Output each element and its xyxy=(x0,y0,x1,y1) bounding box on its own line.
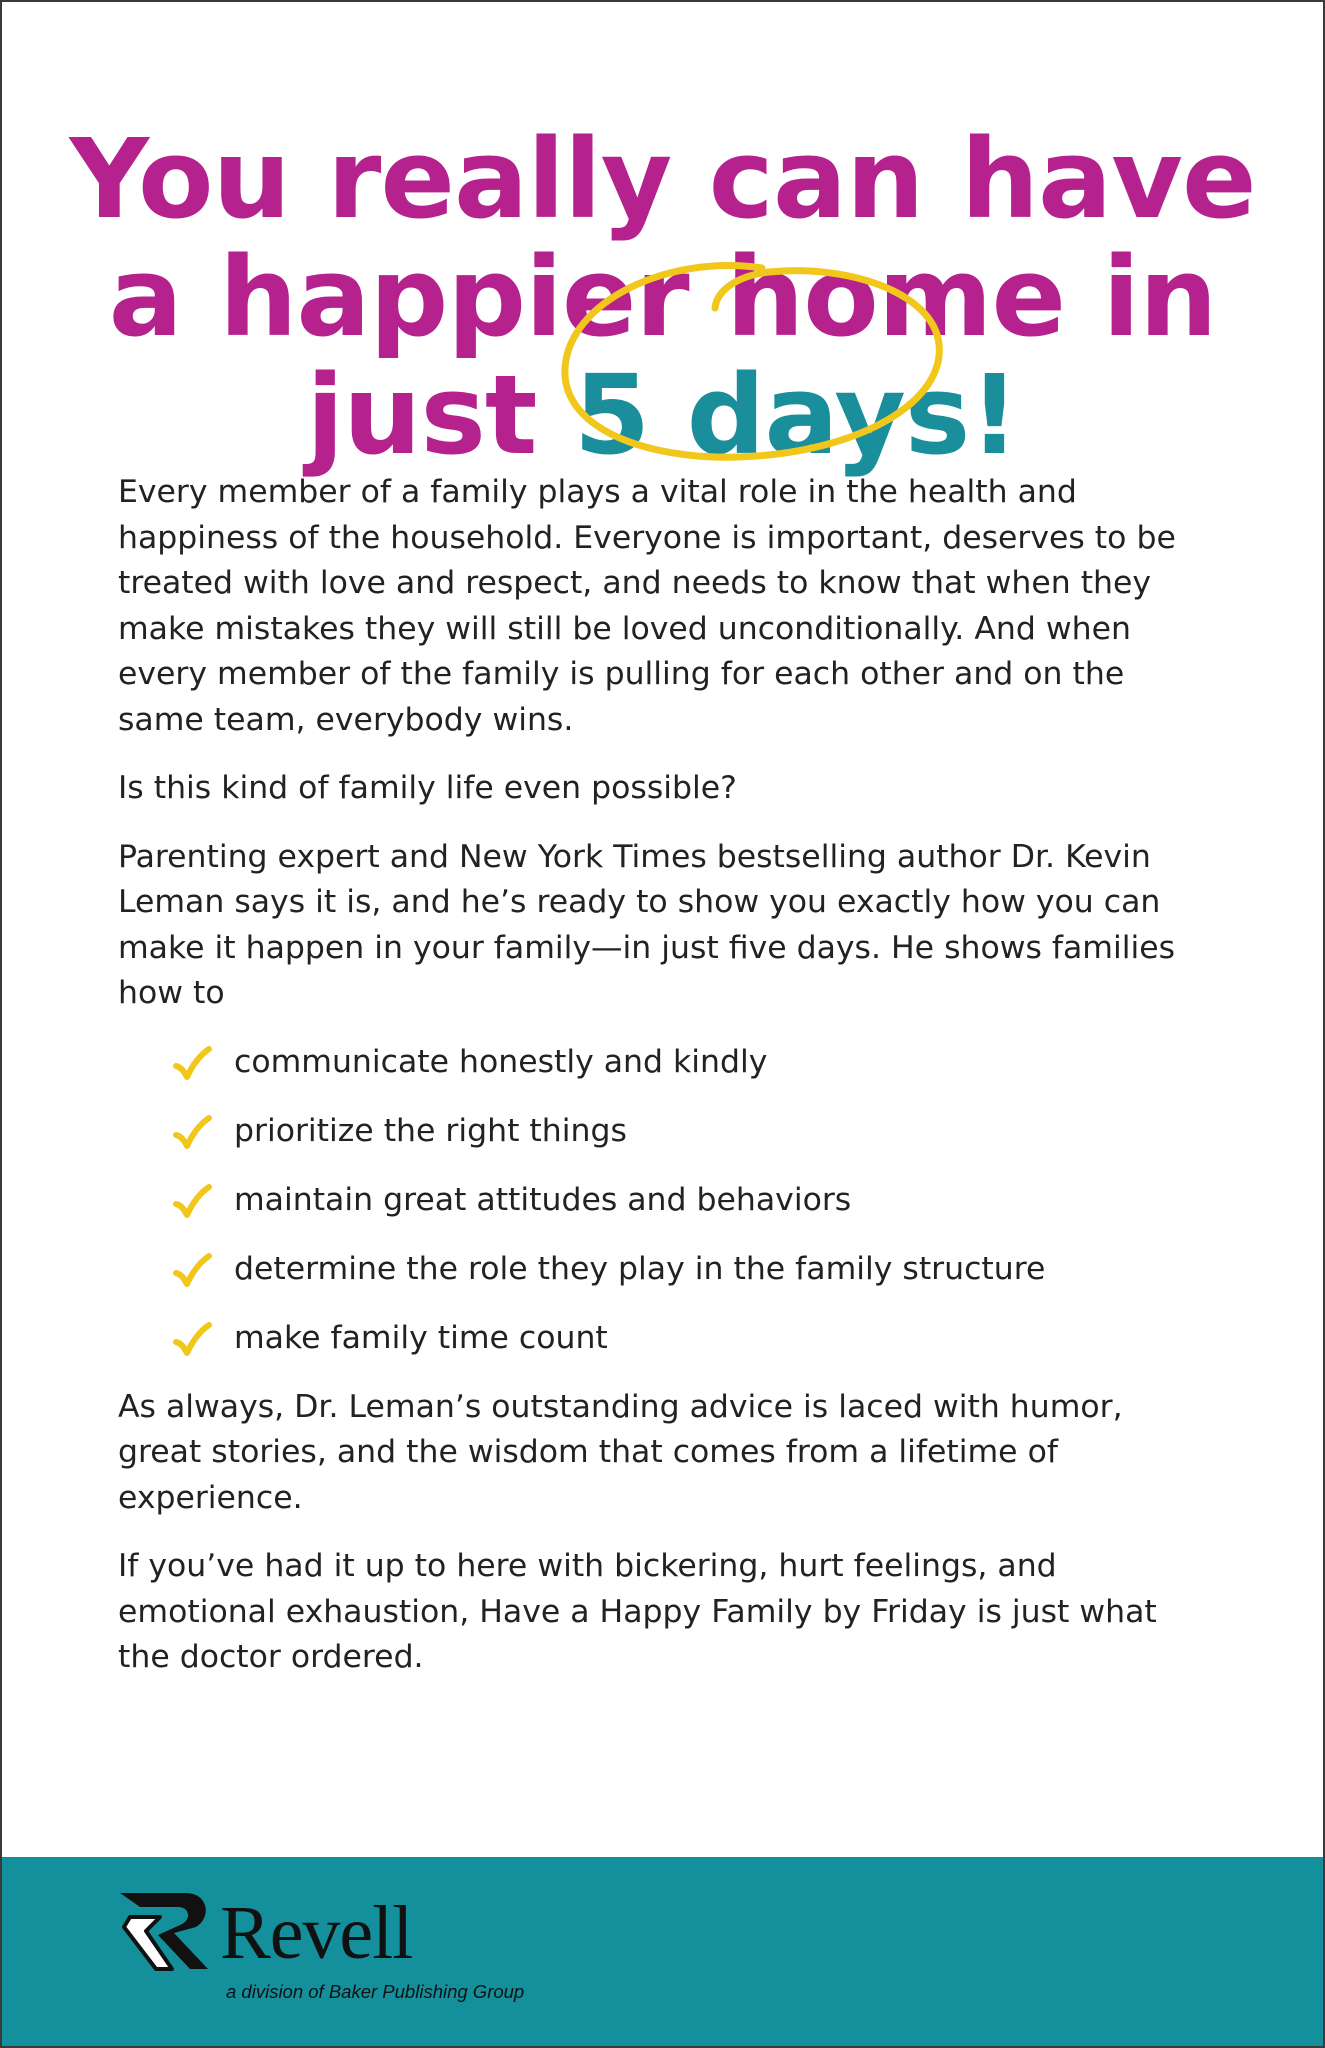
checkmark-icon xyxy=(172,1253,212,1289)
checklist-item-label: communicate honestly and kindly xyxy=(234,1043,768,1080)
headline-five-days: 5 days xyxy=(573,350,970,479)
checklist-item xyxy=(118,1247,1198,1293)
description xyxy=(118,470,1198,1704)
publisher-footer xyxy=(2,1857,1323,2046)
publisher-name: Revell xyxy=(220,1891,413,1975)
checklist-item-label: determine the role they play in the family structure xyxy=(234,1250,1046,1287)
checkmark-icon xyxy=(172,1046,212,1082)
checklist-item-label: prioritize the right things xyxy=(234,1112,627,1149)
benefit-checklist xyxy=(118,1040,1198,1362)
headline-line-2: a happier home in xyxy=(108,232,1217,361)
checkmark-icon xyxy=(172,1184,212,1220)
headline-exclamation: ! xyxy=(969,350,1019,479)
checklist-item-label: make family time count xyxy=(234,1319,608,1356)
checklist-item xyxy=(118,1040,1198,1086)
headline xyxy=(2,114,1323,479)
paragraph-1: Every member of a family plays a vital role in the health and happiness of the household. Everyone is important, deserves to be treated with love and respect, and needs to know that when they make mistakes they will still be loved unconditionally. And when every member of the family is pulling for each other and on the same team, everybody wins. xyxy=(118,474,1176,738)
headline-just: just xyxy=(306,350,574,479)
paragraph-2: Is this kind of family life even possible? xyxy=(118,770,737,806)
checklist-item-label: maintain great attitudes and behaviors xyxy=(234,1181,852,1218)
headline-line-3 xyxy=(2,350,1323,479)
headline-line-1: You really can have xyxy=(69,114,1256,243)
paragraph-4: As always, Dr. Leman’s outstanding advice is laced with humor, great stories, and the wisdom that comes from a lifetime of experience. xyxy=(118,1388,1123,1516)
checkmark-icon xyxy=(172,1322,212,1358)
paragraph-5: If you’ve had it up to here with bickering, hurt feelings, and emotional exhaustion, Have a Happy Family by Friday is just what the doctor ordered. xyxy=(118,1548,1157,1675)
checklist-item xyxy=(118,1178,1198,1224)
publisher-tagline: a division of Baker Publishing Group xyxy=(226,1981,525,2002)
revell-r-logo-icon xyxy=(116,1887,214,1975)
checklist-item xyxy=(118,1109,1198,1155)
checklist-item xyxy=(118,1316,1198,1362)
paragraph-3: Parenting expert and New York Times bestselling author Dr. Kevin Leman says it is, and he’s ready to show you exactly how you can make it happen in your family—in just five days. He shows families how to xyxy=(118,838,1176,1011)
checkmark-icon xyxy=(172,1115,212,1151)
